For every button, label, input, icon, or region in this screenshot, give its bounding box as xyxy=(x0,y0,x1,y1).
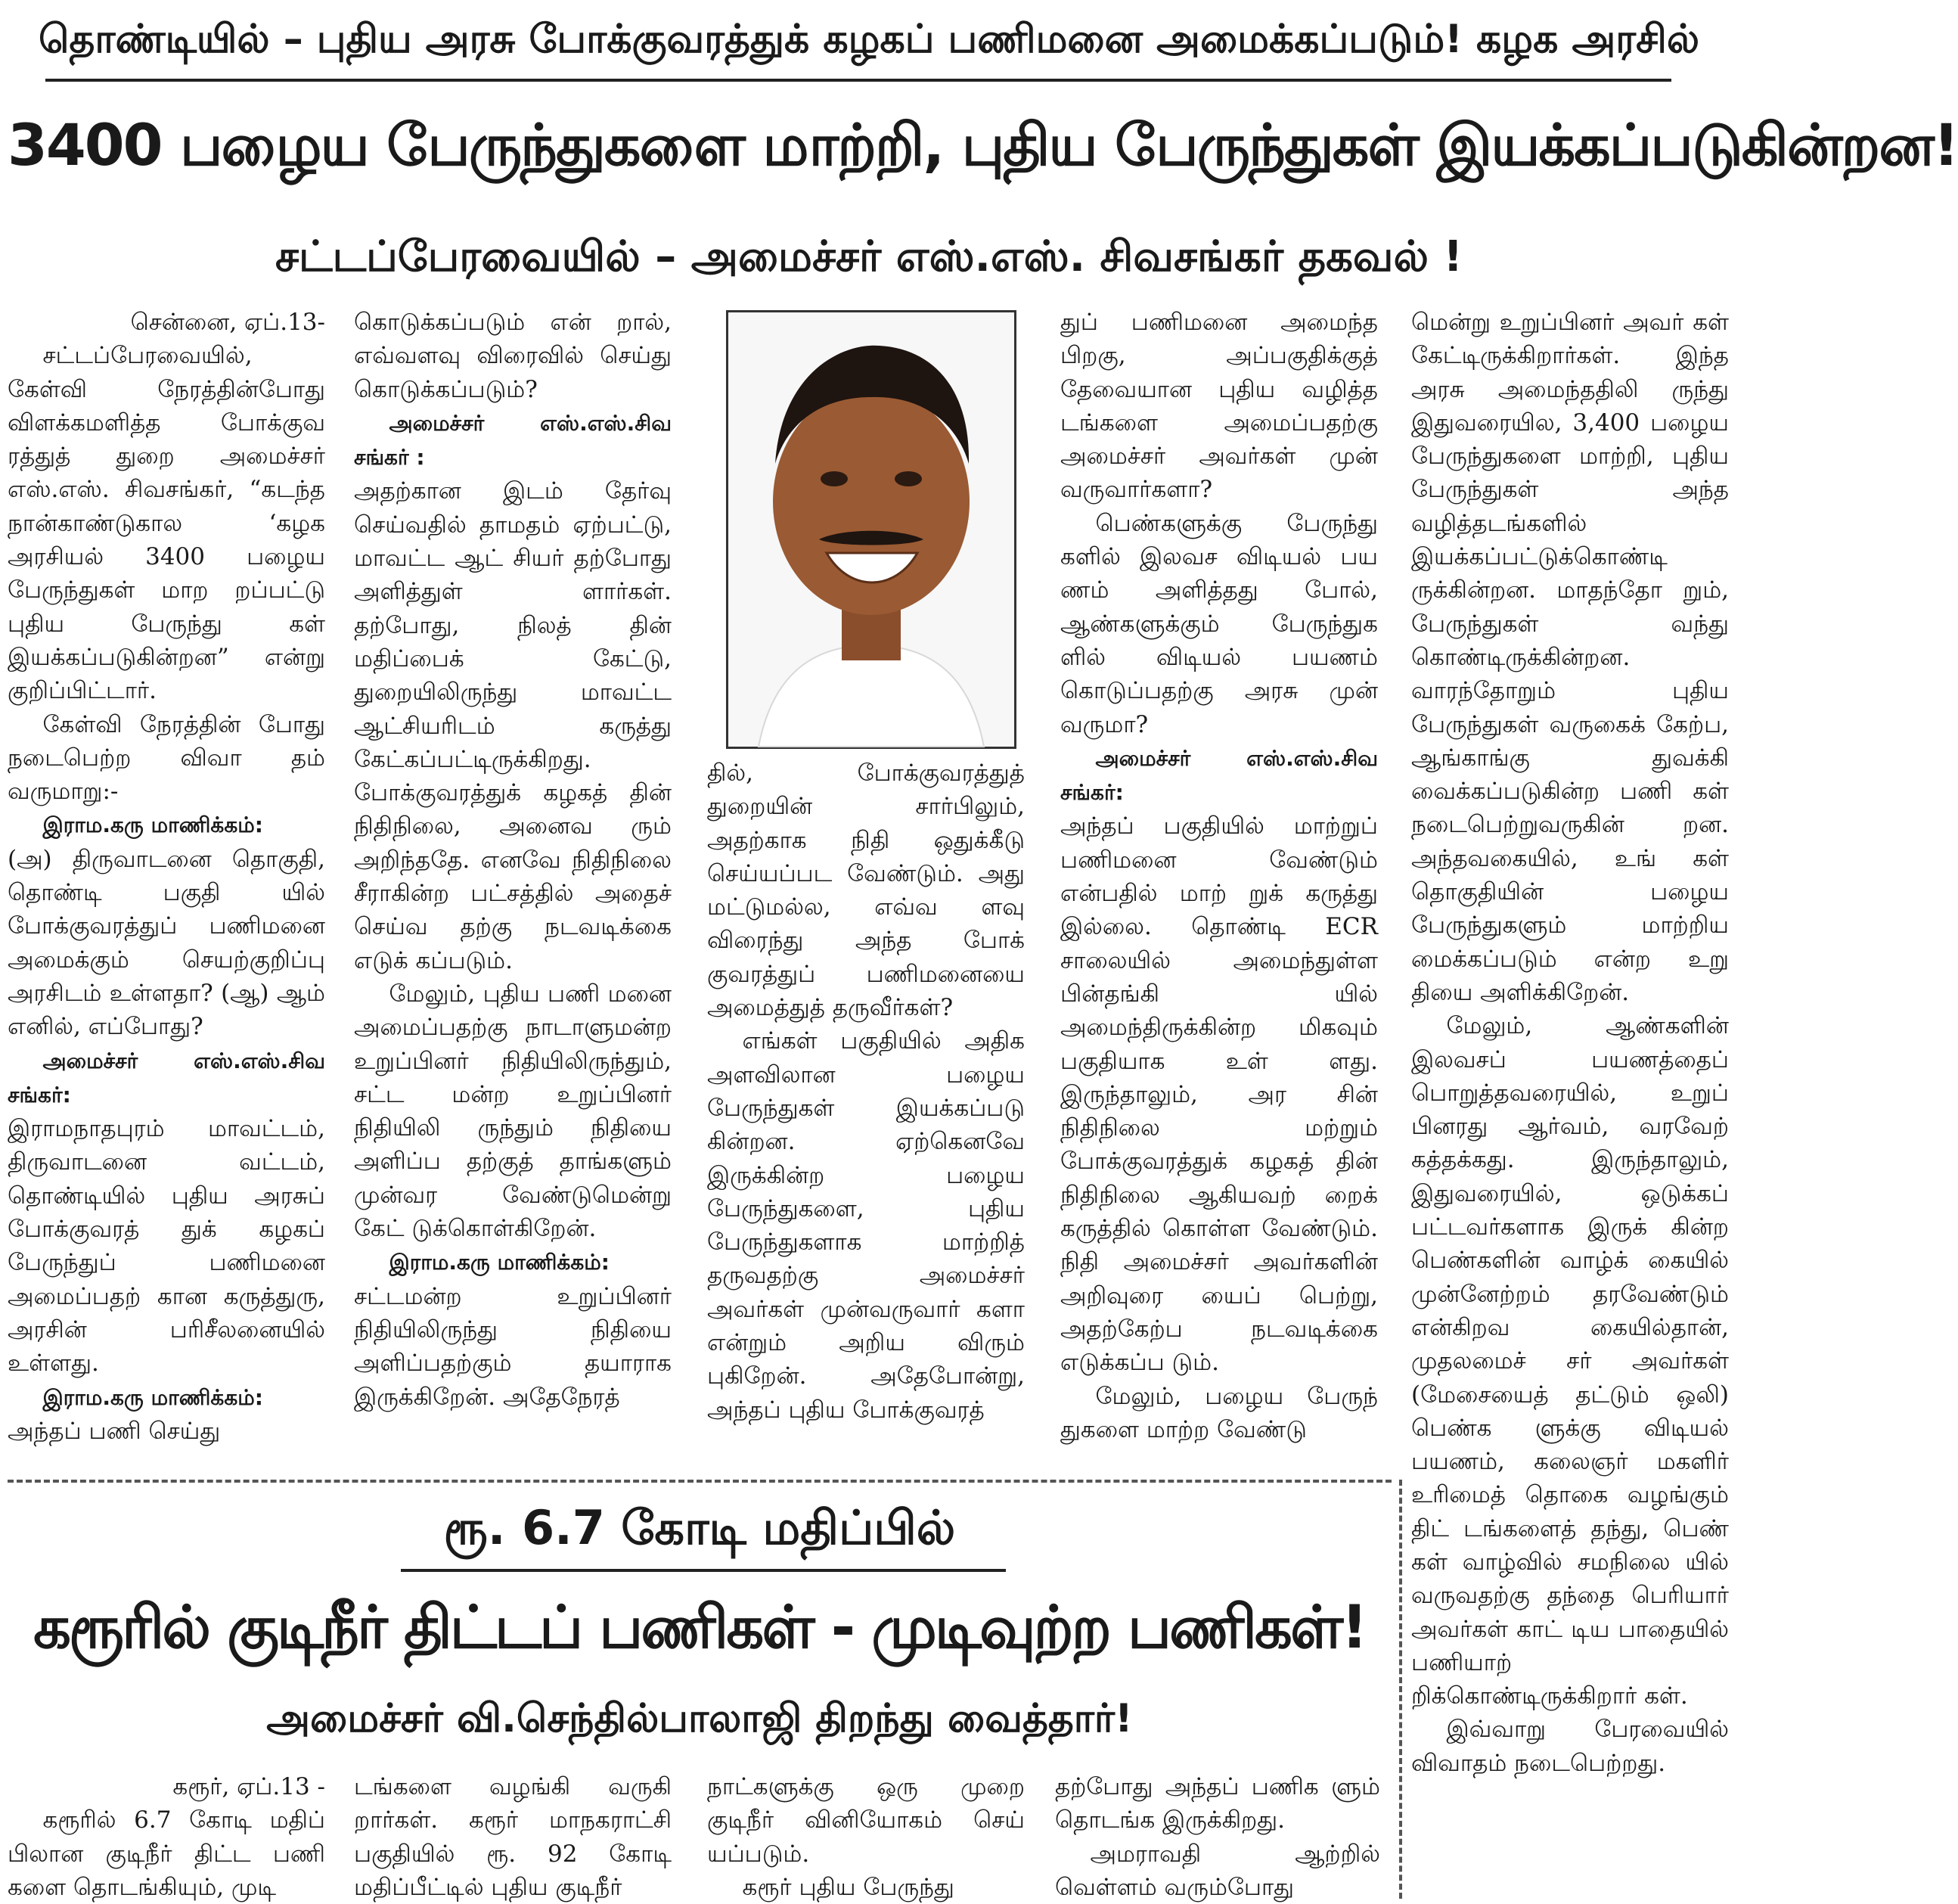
kicker-underline xyxy=(45,79,1671,82)
paragraph: சட்டமன்ற உறுப்பினர் நிதியிலிருந்து நிதியை அளிப்பதற்கும் தயாராக இருக்கிறேன். அதேநேரத் xyxy=(354,1282,672,1411)
dateline: சென்னை, ஏப்.13- xyxy=(130,309,325,336)
paragraph: கரூரில் 6.7 கோடி மதிப் பிலான குடிநீர் திட்ட பணி களை தொடங்கியும், முடி xyxy=(8,1806,325,1901)
story1-headline: 3400 பழைய பேருந்துகளை மாற்றி, புதிய பேருந்துகள் இயக்கப்படுகின்றன! xyxy=(8,111,1958,179)
paragraph: டங்களை வழங்கி வருகி றார்கள். கரூர் மாநகராட்சி பகுதியில் ரூ. 92 கோடி மதிப்பீட்டில் புதிய குடிநீர் xyxy=(354,1773,672,1901)
speaker-label: அமைச்சர் எஸ்.எஸ்.சிவ சங்கர்: xyxy=(1060,745,1378,806)
paragraph: நாட்களுக்கு ஒரு முறை குடிநீர் வினியோகம் செய் யப்படும். xyxy=(707,1773,1025,1868)
speaker-label: இராம.கரு மாணிக்கம்: xyxy=(42,1384,263,1410)
story2-kicker-underline xyxy=(401,1569,1006,1572)
paragraph: மேலும், ஆண்களின் இலவசப் பயணத்தைப் பொறுத்தவரையில், உறுப் பினரது ஆர்வம், வரவேற் கத்தக்கது. இருந்தாலும், இதுவரையில், ஒடுக்கப் பட்டவர்களாக இருக் கின்ற பெண்களின் வாழ்க் கையில் முன்னேற்றம் தரவேண்டும் என்கிறவ கையில்தான், முதலமைச் சர் அவர்கள் (மேசையைத் தட்டும் ஒலி) பெண்க ளுக்கு விடியல் பயணம், கலைஞர் மகளிர் உரிமைத் தொகை வழங்கும் திட் டங்களைத் தந்து, பெண் கள் வாழ்வில் சமநிலை யில் வருவதற்கு தந்தை பெரியார் அவர்கள் காட் டிய பாதையில் பணியாற் றிக்கொண்டிருக்கிறார் கள். xyxy=(1411,1012,1729,1710)
paragraph: அமராவதி ஆற்றில் வெள்ளம் வரும்போது xyxy=(1055,1840,1380,1901)
paragraph: தில், போக்குவரத்துத் துறையின் சார்பிலும், அதற்காக நிதி ஒதுக்கீடு செய்யப்பட வேண்டும். அது மட்டுமல்ல, எவ்வ ளவு விரைந்து அந்த போக் குவரத்துப் பணிமனையை அமைத்துத் தருவீர்கள்? xyxy=(707,759,1025,1022)
paragraph: தற்போது அந்தப் பணிக ளும் தொடங்க இருக்கிறது. xyxy=(1055,1773,1380,1834)
dateline: கரூர், ஏப்.13 - xyxy=(172,1773,325,1800)
paragraph: கேள்வி நேரத்தின் போது நடைபெற்ற விவா தம் வருமாறு:- xyxy=(8,710,325,806)
paragraph: துப் பணிமனை அமைந்த பிறகு, அப்பகுதிக்குத் தேவையான புதிய வழித்த டங்களை அமைப்பதற்கு அமைச்சர் அவர்கள் முன் வருவார்களா? xyxy=(1060,309,1378,504)
story2-column-4 xyxy=(1055,1770,1380,1899)
speaker-label: அமைச்சர் எஸ்.எஸ்.சிவ சங்கர் : xyxy=(354,410,672,471)
story2-column-1 xyxy=(8,1770,325,1899)
paragraph: இராமநாதபுரம் மாவட்டம், திருவாடனை வட்டம், தொண்டியில் புதிய அரசுப் போக்குவரத் துக் கழகப் பேருந்துப் பணிமனை அமைப்பதற் கான கருத்துரு, அரசின் பரிசீலனையில் உள்ளது. xyxy=(8,1115,325,1378)
speaker-label: இராம.கரு மாணிக்கம்: xyxy=(42,812,263,838)
story1-kicker: தொண்டியில் – புதிய அரசு போக்குவரத்துக் கழகப் பணிமனை அமைக்கப்படும்! கழக அரசில் xyxy=(38,17,1699,62)
story2-subhead: அமைச்சர் வி.செந்தில்பாலாஜி திறந்து வைத்தார்! xyxy=(266,1696,1133,1741)
paragraph: கரூர் புதிய பேருந்து xyxy=(742,1873,954,1901)
story1-column-4 xyxy=(1060,306,1378,1477)
story1-column-2 xyxy=(354,306,672,1477)
paragraph: அந்தப் பணி செய்து xyxy=(8,1417,221,1445)
story1-subhead: சட்டப்பேரவையில் – அமைச்சர் எஸ்.எஸ். சிவசங்கர் தகவல் ! xyxy=(275,232,1463,281)
paragraph: இவ்வாறு பேரவையில் விவாதம் நடைபெற்றது. xyxy=(1411,1716,1729,1777)
story2-column-2 xyxy=(354,1770,672,1899)
speaker-label: இராம.கரு மாணிக்கம்: xyxy=(389,1250,610,1275)
speaker-label: அமைச்சர் எஸ்.எஸ்.சிவ சங்கர்: xyxy=(8,1048,325,1107)
story-separator-horizontal xyxy=(8,1480,1392,1483)
paragraph: மென்று உறுப்பினர் அவர் கள் கேட்டிருக்கிறார்கள். இந்த அரசு அமைந்ததிலி ருந்து இதுவரையில, 3,400 பழைய பேருந்துகளை மாற்றி, புதிய பேருந்துகள் அந்த வழித்தடங்களில் இயக்கப்பட்டுக்கொண்டி ருக்கின்றன. மாதந்தோ றும், பேருந்துகள் வந்து கொண்டிருக்கின்றன. வாரந்தோறும் புதிய பேருந்துகள் வருகைக் கேற்ப, ஆங்காங்கு துவக்கி வைக்கப்படுகின்ற பணி கள் நடைபெற்றுவருகின் றன. அந்தவகையில், உங் கள் தொகுதியின் பழைய பேருந்துகளும் மாற்றிய மைக்கப்படும் என்ற உறு தியை அளிக்கிறேன். xyxy=(1411,309,1729,1006)
story2-column-3 xyxy=(707,1770,1025,1899)
story2-kicker: ரூ. 6.7 கோடி மதிப்பில் xyxy=(443,1500,956,1555)
story1-column-3 xyxy=(707,756,1025,1477)
paragraph: பெண்களுக்கு பேருந்து களில் இலவச விடியல் பய ணம் அளித்தது போல், ஆண்களுக்கும் பேருந்துக ளில் விடியல் பயணம் கொடுப்பதற்கு அரசு முன் வருமா? xyxy=(1060,509,1378,738)
paragraph: அதற்கான இடம் தேர்வு செய்வதில் தாமதம் ஏற்பட்டு, மாவட்ட ஆட் சியர் தற்போது அளித்துள் ளார்கள். தற்போது, நிலத் தின் மதிப்பைக் கேட்டு, துறையிலிருந்து மாவட்ட ஆட்சியரிடம் கருத்து கேட்கப்பட்டிருக்கிறது. போக்குவரத்துக் கழகத் தின் நிதிநிலை, அனைவ ரும் அறிந்ததே. எனவே நிதிநிலை சீராகின்ற பட்சத்தில் அதைச் செய்வ தற்கு நடவடிக்கை எடுக் கப்படும். xyxy=(354,477,672,974)
paragraph: அந்தப் பகுதியில் மாற்றுப் பணிமனை வேண்டும் என்பதில் மாற் றுக் கருத்து இல்லை. தொண்டி ECR சாலையில் அமைந்துள்ள பின்தங்கி யில் அமைந்திருக்கின்ற மிகவும் பகுதியாக உள் ளது. இருந்தாலும், அர சின் நிதிநிலை மற்றும் போக்குவரத்துக் கழகத் தின் நிதிநிலை ஆகியவற் றைக் கருத்தில் கொள்ள வேண்டும். நிதி அமைச்சர் அவர்களின் அறிவுரை யைப் பெற்று, அதற்கேற்ப நடவடிக்கை எடுக்கப்ப டும். xyxy=(1060,812,1378,1377)
paragraph: மேலும், பழைய பேருந் துகளை மாற்ற வேண்டு xyxy=(1060,1382,1378,1443)
story1-column-1 xyxy=(8,306,325,1477)
story1-column-5 xyxy=(1411,306,1729,1894)
paragraph: எங்கள் பகுதியில் அதிக அளவிலான பழைய பேருந்துகள் இயக்கப்படு கின்றன. ஏற்கெனவே இருக்கின்ற பழைய பேருந்துகளை, புதிய பேருந்துகளாக மாற்றித் தருவதற்கு அமைச்சர் அவர்கள் முன்வருவார் களா என்றும் அறிய விரும் புகிறேன். அதேபோன்று, அந்தப் புதிய போக்குவரத் xyxy=(707,1027,1025,1424)
paragraph: (அ) திருவாடனை தொகுதி, தொண்டி பகுதி யில் போக்குவரத்துப் பணிமனை அமைக்கும் செயற்குறிப்பு அரசிடம் உள்ளதா? (ஆ) ஆம் எனில், எப்போது? xyxy=(8,845,325,1041)
paragraph: மேலும், புதிய பணி மனை அமைப்பதற்கு நாடாளுமன்ற உறுப்பினர் நிதியிலிருந்தும், சட்ட மன்ற உறுப்பினர் நிதியிலி ருந்தும் நிதியை அளிப்ப தற்குத் தாங்களும் முன்வர வேண்டுமென்று கேட் டுக்கொள்கிறேன். xyxy=(354,980,672,1243)
story2-headline: கரூரில் குடிநீர் திட்டப் பணிகள் - முடிவுற்ற பணிகள்! xyxy=(33,1594,1366,1662)
portrait-illustration xyxy=(728,312,1014,747)
story-separator-vertical xyxy=(1399,1480,1402,1899)
minister-portrait-photo xyxy=(726,310,1016,749)
paragraph: கொடுக்கப்படும் என் றால், எவ்வளவு விரைவில் செய்து கொடுக்கப்படும்? xyxy=(354,309,672,403)
paragraph: சட்டப்பேரவையில், கேள்வி நேரத்தின்போது விளக்கமளித்த போக்குவ ரத்துத் துறை அமைச்சர் எஸ்.எஸ். சிவசங்கர், “கடந்த நான்காண்டுகால ‘கழக அரசியல் 3400 பழைய பேருந்துகள் மாற றப்பட்டு புதிய பேருந்து கள் இயக்கப்படுகின்றன” என்று குறிப்பிட்டார். xyxy=(8,342,325,705)
